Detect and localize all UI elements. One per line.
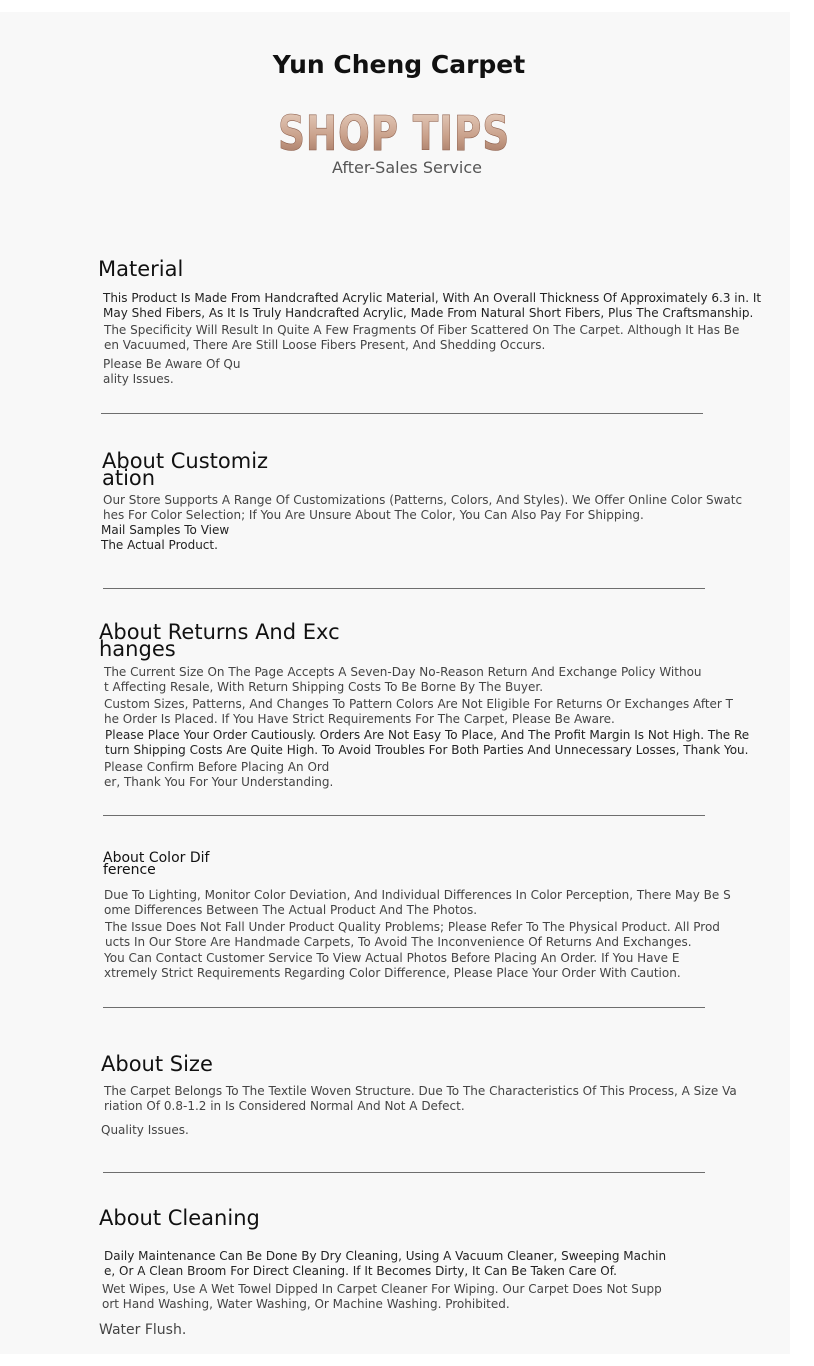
section-text: Daily Maintenance Can Be Done By Dry Cleaning, Using A Vacuum Cleaner, Sweeping Machin e, Or A Clean Broom For Direct Cleaning. If It Becomes Dirty, It Can Be Taken Care Of. [104,1249,667,1278]
section-divider [103,1007,705,1008]
section-text: The Specificity Will Result In Quite A Few Fragments Of Fiber Scattered On The Carpet. Although It Has Be en Vacuumed, There Are Still Loose Fibers Present, And Shedding Occurs. [104,323,740,352]
section-text: The Issue Does Not Fall Under Product Quality Problems; Please Refer To The Physical Product. All Prod ucts In Our Store Are Handmade Carpets, To Avoid The Inconvenience Of Returns And Exchanges. [105,920,720,949]
section-text: Quality Issues. [101,1123,189,1137]
section-text: The Carpet Belongs To The Textile Woven Structure. Due To The Characteristics Of This Process, A Size Va riation Of 0.8-1.2 in Is Considered Normal And Not A Defect. [104,1084,737,1113]
section-text: Wet Wipes, Use A Wet Towel Dipped In Carpet Cleaner For Wiping. Our Carpet Does Not Supp ort Hand Washing, Water Washing, Or Machine Washing. Prohibited. [102,1282,662,1311]
section-text: Water Flush. [99,1322,187,1338]
section-title-customization: About Customiz ation [102,449,269,490]
section-text: The Current Size On The Page Accepts A Seven-Day No-Reason Return And Exchange Policy Withou t Affecting Resale, With Return Shipping Costs To Be Borne By The Buyer. [104,665,702,694]
section-title-returns: About Returns And Exc hanges [99,620,340,661]
section-divider [103,588,705,589]
shop-tips-logo [272,88,518,166]
after-sales-page [0,12,790,1354]
section-title-size: About Size [101,1052,213,1076]
section-divider [103,1172,705,1173]
shop-name: Yun Cheng Carpet [272,50,526,79]
section-text: Please Place Your Order Cautiously. Orders Are Not Easy To Place, And The Profit Margin Is Not High. The Re turn Shipping Costs Are Quite High. To Avoid Troubles For Both Parties And Unnecessary Losses, Thank You. [105,728,750,757]
section-title-material: Material [98,257,184,281]
section-title-color-difference: About Color Dif ference [103,850,210,878]
section-text: This Product Is Made From Handcrafted Acrylic Material, With An Overall Thickness Of Approximately 6.3 in. It May Shed Fibers, As It Is Truly Handcrafted Acrylic, Made From Natural Short Fibers, Plus The Craftsmanship. [103,291,762,320]
section-text: Custom Sizes, Patterns, And Changes To Pattern Colors Are Not Eligible For Returns Or Exchanges After T he Order Is Placed. If You Have Strict Requirements For The Carpet, Please Be Aware. [104,697,734,726]
section-divider [101,413,703,414]
section-text: Mail Samples To View The Actual Product. [101,523,230,552]
section-text: Due To Lighting, Monitor Color Deviation, And Individual Differences In Color Perception, There May Be S ome Differences Between The Actual Product And The Photos. [104,888,731,917]
section-text: Please Confirm Before Placing An Ord er, Thank You For Your Understanding. [104,760,334,789]
section-text: You Can Contact Customer Service To View Actual Photos Before Placing An Order. If You Have E xtremely Strict Requirements Regarding Color Difference, Please Place Your Order With Caution. [104,951,681,980]
section-divider [103,815,705,816]
page-subtitle: After-Sales Service [332,158,482,177]
section-title-cleaning: About Cleaning [99,1206,260,1230]
section-text: Our Store Supports A Range Of Customizations (Patterns, Colors, And Styles). We Offer Online Color Swatc hes For Color Selection; If You Are Unsure About The Color, You Can Also Pay For Shipping. [103,493,743,522]
svg-text:SHOP TIPS: SHOP TIPS [278,106,510,162]
section-text: Please Be Aware Of Qu ality Issues. [103,357,241,386]
